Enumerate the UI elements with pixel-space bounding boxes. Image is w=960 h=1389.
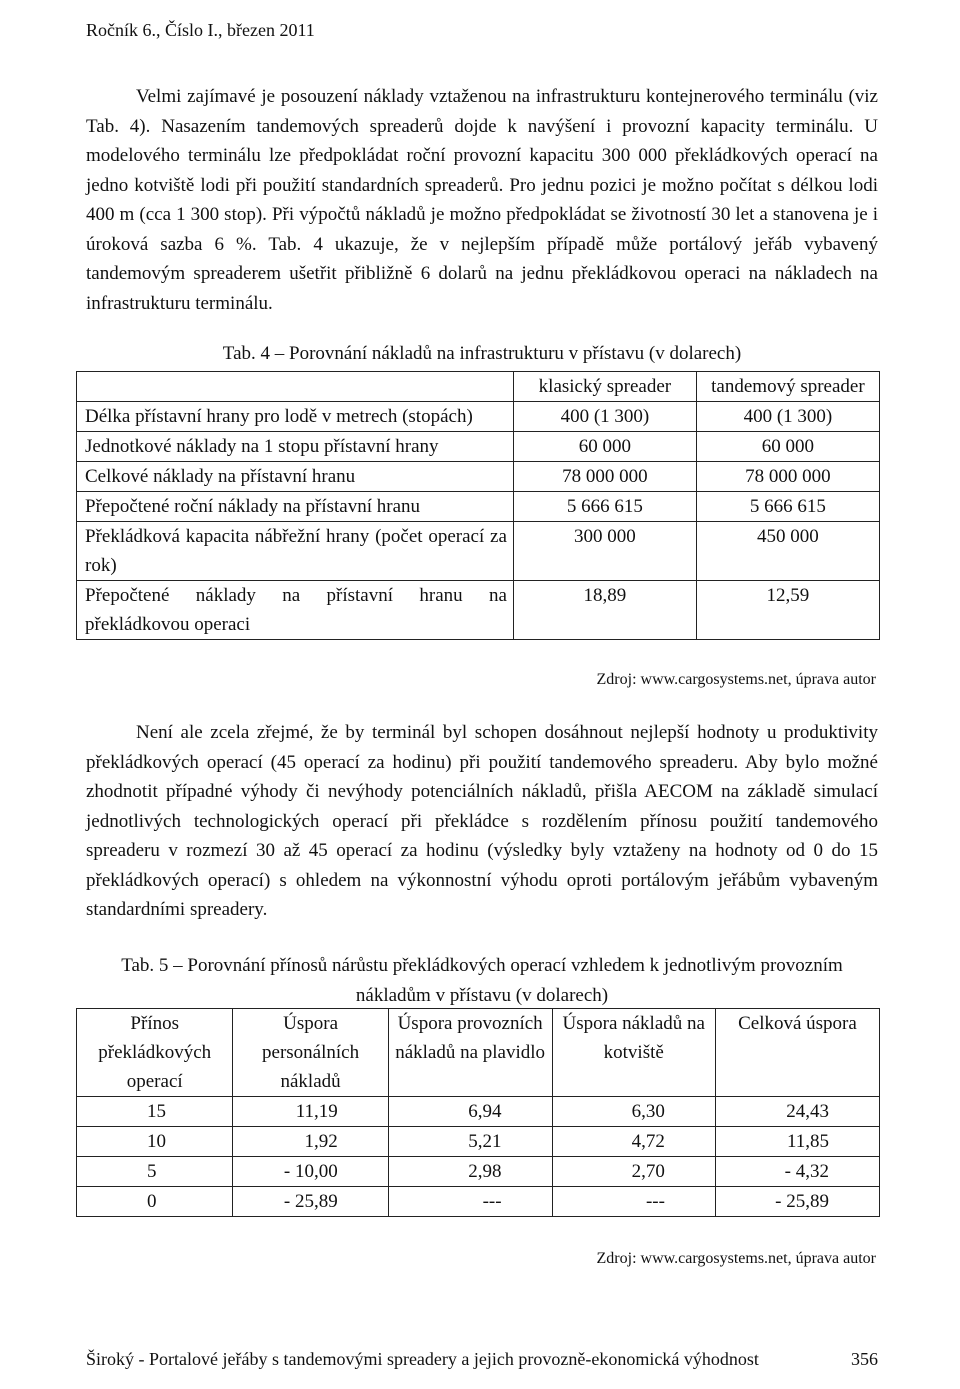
table-5-cell: 5,21 <box>388 1127 552 1157</box>
table-5-cell: 0 <box>77 1187 233 1217</box>
table-5-cell: 2,98 <box>388 1157 552 1187</box>
table-5-header-cell: Úspora provozních nákladů na plavidlo <box>388 1009 552 1097</box>
table-4-source: Zdroj: www.cargosystems.net, úprava autor <box>596 671 876 688</box>
table-5-cell: 10 <box>77 1127 233 1157</box>
table-4-cell: 5 666 615 <box>513 492 696 522</box>
table-4-row-label: Celkové náklady na přístavní hranu <box>77 462 514 492</box>
table-5-cell: --- <box>388 1187 552 1217</box>
table-5-cell: 11,85 <box>715 1127 879 1157</box>
table-5-cell: 15 <box>77 1097 233 1127</box>
table-4-header-cell: klasický spreader <box>513 372 696 402</box>
table-4-row-label: Přepočtené náklady na přístavní hranu na překládkovou operaci <box>77 581 514 640</box>
table-4-row-label: Délka přístavní hrany pro lodě v metrech (stopách) <box>77 402 514 432</box>
table-4-cell: 400 (1 300) <box>513 402 696 432</box>
table-4-row-label: Přepočtené roční náklady na přístavní hranu <box>77 492 514 522</box>
table-5-header-cell: Přínos překládkových operací <box>77 1009 233 1097</box>
table-5-caption: Tab. 5 – Porovnání přínosů nárůstu překládkových operací vzhledem k jednotlivým provozním nákladům v přístavu (v dolarech) <box>121 955 843 1006</box>
table-row <box>77 402 880 432</box>
table-row <box>77 462 880 492</box>
table-row <box>77 432 880 462</box>
paragraph-1: Velmi zajímavé je posouzení náklady vztaženou na infrastrukturu kontejnerového terminálu (viz Tab. 4). Nasazením tandemových spreaderů dojde k navýšení i provozní kapacity terminálu. U modelového terminálu lze předpokládat roční provozní kapacitu 300 000 překládkových operací na jedno kotviště lodi při použití standardních spreaderů. Pro jednu pozici je možno počítat s délkou lodi 400 m (cca 1 300 stop). Při výpočtů nákladů je možno předpokládat se životností 30 let a stanovena je i úroková sazba 6 %. Tab. 4 ukazuje, že v nejlepším případě může portálový jeřáb vybavený tandemovým spreaderem ušetřit přibližně 6 dolarů na jednu překládkovou operaci na nákladech na infrastrukturu terminálu. <box>86 86 878 314</box>
table-5-cell: 6,30 <box>552 1097 715 1127</box>
table-5-cell: 1,92 <box>233 1127 388 1157</box>
table-5-cell: --- <box>552 1187 715 1217</box>
table-4-header-cell <box>77 372 514 402</box>
table-5-cell: - 25,89 <box>233 1187 388 1217</box>
table-row <box>77 1127 880 1157</box>
table-row <box>77 1157 880 1187</box>
table-4-cell: 78 000 000 <box>696 462 879 492</box>
table-4-cell: 450 000 <box>696 522 879 581</box>
table-5-cell: 2,70 <box>552 1157 715 1187</box>
table-4-cell: 12,59 <box>696 581 879 640</box>
footer-text: Široký - Portalové jeřáby s tandemovými spreadery a jejich provozně-ekonomická výhodnost <box>86 1349 759 1369</box>
table-4-cell: 78 000 000 <box>513 462 696 492</box>
table-5-cell: 6,94 <box>388 1097 552 1127</box>
table-5-header-cell: Úspora nákladů na kotviště <box>552 1009 715 1097</box>
paragraph-2: Není ale zcela zřejmé, že by terminál byl schopen dosáhnout nejlepší hodnoty u produktivity překládkových operací (45 operací za hodinu) při použití tandemového spreaderu. Aby bylo možné zhodnotit případné výhody či nevýhody potenciálních nákladů, přišla AECOM na základě simulací jednotlivých technologických operací při překládce s rozdělením přínosu použití tandemového spreaderu v rozmezí 30 až 45 operací za hodinu (výsledky byly vztaženy na hodnoty od 0 do 15 překládkových operací) s ohledem na výkonnostní výhodu oproti portálovým jeřábům vybaveným standardními spreadery. <box>86 722 878 920</box>
table-5-header-cell: Úspora personálních nákladů <box>233 1009 388 1097</box>
table-5-cell: 11,19 <box>233 1097 388 1127</box>
running-header: Ročník 6., Číslo I., březen 2011 <box>86 20 315 40</box>
table-row <box>77 492 880 522</box>
table-5-cell: - 4,32 <box>715 1157 879 1187</box>
table-row <box>77 581 880 640</box>
table-4 <box>76 371 880 640</box>
table-4-cell: 400 (1 300) <box>696 402 879 432</box>
page-number: 356 <box>851 1349 878 1369</box>
table-4-cell: 18,89 <box>513 581 696 640</box>
table-5-cell: 4,72 <box>552 1127 715 1157</box>
table-4-caption: Tab. 4 – Porovnání nákladů na infrastrukturu v přístavu (v dolarech) <box>222 343 742 364</box>
table-4-row-label: Překládková kapacita nábřežní hrany (počet operací za rok) <box>77 522 514 581</box>
table-4-cell: 5 666 615 <box>696 492 879 522</box>
table-5-cell: 5 <box>77 1157 233 1187</box>
running-footer <box>86 1349 878 1370</box>
table-row <box>77 1187 880 1217</box>
table-5-source: Zdroj: www.cargosystems.net, úprava autor <box>596 1250 876 1267</box>
table-5 <box>76 1008 880 1217</box>
table-row <box>77 1097 880 1127</box>
table-4-row-label: Jednotkové náklady na 1 stopu přístavní hrany <box>77 432 514 462</box>
table-4-header-row <box>77 372 880 402</box>
table-5-cell: - 25,89 <box>715 1187 879 1217</box>
table-4-cell: 300 000 <box>513 522 696 581</box>
table-5-cell: 24,43 <box>715 1097 879 1127</box>
table-5-header-row <box>77 1009 880 1097</box>
table-5-header-cell: Celková úspora <box>715 1009 879 1097</box>
table-row <box>77 522 880 581</box>
table-4-cell: 60 000 <box>513 432 696 462</box>
table-5-cell: - 10,00 <box>233 1157 388 1187</box>
table-4-header-cell: tandemový spreader <box>696 372 879 402</box>
table-4-cell: 60 000 <box>696 432 879 462</box>
